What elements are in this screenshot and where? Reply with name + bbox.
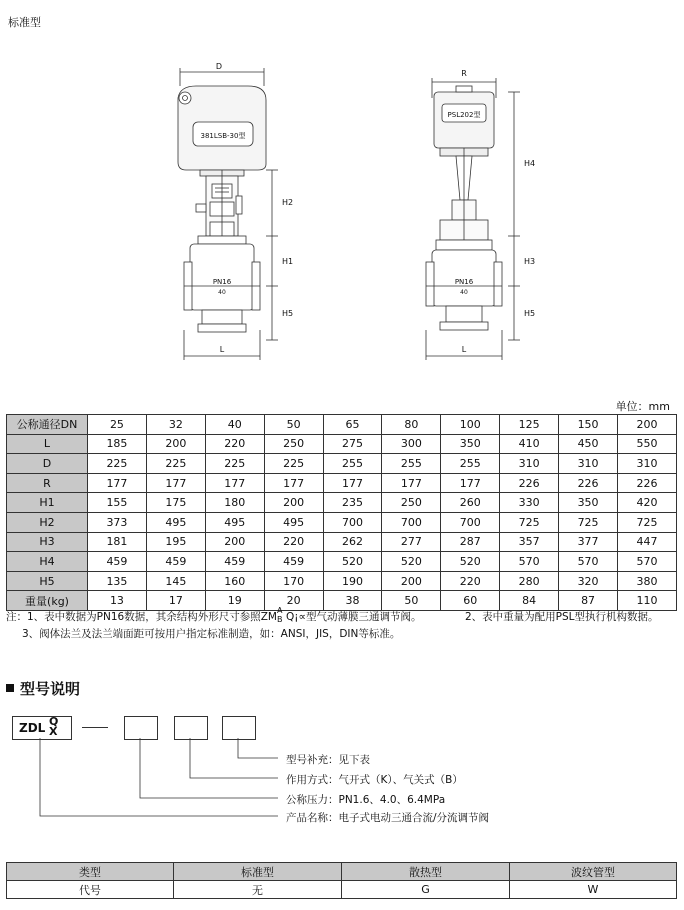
spec-cell: 235: [323, 493, 382, 513]
spec-row-label: H2: [7, 512, 88, 532]
spec-cell: 725: [618, 512, 677, 532]
spec-row: [7, 473, 677, 493]
model-item-supplement: 型号补充：见下表: [286, 754, 370, 766]
spec-cell: 459: [205, 552, 264, 572]
spec-cell: 450: [559, 434, 618, 454]
spec-cell: 177: [382, 473, 441, 493]
spec-row: [7, 493, 677, 513]
left-dim-h2: H2: [282, 198, 294, 207]
spec-cell: 520: [441, 552, 500, 572]
spec-cell: 190: [323, 571, 382, 591]
spec-cell: 570: [559, 552, 618, 572]
spec-cell: 200: [146, 434, 205, 454]
spec-cell: 181: [88, 532, 147, 552]
spec-cell: 725: [500, 512, 559, 532]
spec-row-label: H5: [7, 571, 88, 591]
spec-cell: 255: [441, 454, 500, 474]
spec-cell: 177: [205, 473, 264, 493]
spec-cell: 180: [205, 493, 264, 513]
spec-cell: 495: [146, 512, 205, 532]
spec-cell: 175: [146, 493, 205, 513]
spec-cell: 170: [264, 571, 323, 591]
spec-cell: 310: [559, 454, 618, 474]
spec-cell: 410: [500, 434, 559, 454]
spec-cell: 320: [559, 571, 618, 591]
spec-cell: 447: [618, 532, 677, 552]
spec-cell: 20: [264, 591, 323, 611]
spec-cell: 50: [382, 591, 441, 611]
spec-cell: 459: [264, 552, 323, 572]
spec-cell: 65: [323, 415, 382, 435]
right-dim-l: L: [461, 345, 467, 354]
left-valve-dn: 40: [218, 289, 226, 296]
spec-cell: 177: [146, 473, 205, 493]
model-item-pressure: 公称压力：PN1.6、4.0、6.4MPa: [286, 794, 446, 806]
spec-cell: 520: [323, 552, 382, 572]
spec-row-label: 重量(kg): [7, 591, 88, 611]
spec-cell: 260: [441, 493, 500, 513]
model-item-name: 产品名称：电子式电动三通合流/分流调节阀: [286, 812, 490, 824]
spec-cell: 32: [146, 415, 205, 435]
spec-cell: 280: [500, 571, 559, 591]
model-slot-pressure: [124, 716, 158, 740]
right-dim-r: R: [461, 69, 467, 78]
spec-cell: 550: [618, 434, 677, 454]
spec-row-label: H4: [7, 552, 88, 572]
spec-cell: 160: [205, 571, 264, 591]
spec-cell: 310: [618, 454, 677, 474]
spec-cell: 145: [146, 571, 205, 591]
right-valve-dn: 40: [460, 289, 468, 296]
spec-cell: 255: [323, 454, 382, 474]
right-dim-h4: H4: [524, 159, 536, 168]
right-dim-h5: H5: [524, 309, 536, 318]
types-table: [6, 862, 677, 899]
spec-cell: 60: [441, 591, 500, 611]
spec-cell: 177: [441, 473, 500, 493]
types-cell: 代号: [7, 881, 174, 899]
spec-cell: 226: [618, 473, 677, 493]
right-actuator-label: PSL202型: [447, 111, 481, 119]
spec-row-label: H1: [7, 493, 88, 513]
spec-row-label: L: [7, 434, 88, 454]
spec-cell: 250: [264, 434, 323, 454]
note-1: [6, 606, 421, 628]
spec-cell: 420: [618, 493, 677, 513]
spec-cell: 200: [264, 493, 323, 513]
model-code-top: Q: [49, 715, 59, 728]
spec-row-label: D: [7, 454, 88, 474]
spec-cell: 185: [88, 434, 147, 454]
spec-cell: 226: [500, 473, 559, 493]
spec-cell: 520: [382, 552, 441, 572]
spec-cell: 200: [382, 571, 441, 591]
spec-cell: 80: [382, 415, 441, 435]
spec-row-label: 公称通径DN: [7, 415, 88, 435]
left-valve-drawing: [178, 68, 278, 360]
spec-row: [7, 571, 677, 591]
spec-cell: 380: [618, 571, 677, 591]
spec-cell: 495: [205, 512, 264, 532]
spec-cell: 495: [264, 512, 323, 532]
spec-cell: 177: [323, 473, 382, 493]
spec-cell: 262: [323, 532, 382, 552]
spec-cell: 226: [559, 473, 618, 493]
spec-cell: 255: [382, 454, 441, 474]
left-dim-d: D: [215, 62, 223, 71]
spec-cell: 25: [88, 415, 147, 435]
right-valve-drawing: [426, 78, 520, 360]
spec-cell: 125: [500, 415, 559, 435]
spec-row: [7, 454, 677, 474]
model-code-bottom: X: [49, 725, 58, 738]
types-cell: W: [510, 881, 677, 899]
spec-cell: 225: [205, 454, 264, 474]
spec-cell: 570: [618, 552, 677, 572]
spec-cell: 459: [88, 552, 147, 572]
unit-label: 单位：mm: [615, 400, 670, 413]
spec-row: [7, 532, 677, 552]
left-dim-l: L: [219, 345, 225, 354]
model-item-action: 作用方式：气开式（K）、气关式（B）: [286, 774, 463, 786]
spec-cell: 110: [618, 591, 677, 611]
model-slot-action: [174, 716, 208, 740]
left-dim-h1: H1: [282, 257, 294, 266]
spec-cell: 177: [88, 473, 147, 493]
model-code-box: [12, 716, 72, 740]
spec-cell: 275: [323, 434, 382, 454]
spec-cell: 13: [88, 591, 147, 611]
spec-cell: 17: [146, 591, 205, 611]
spec-cell: 250: [382, 493, 441, 513]
spec-cell: 50: [264, 415, 323, 435]
spec-cell: 287: [441, 532, 500, 552]
spec-cell: 459: [146, 552, 205, 572]
model-section-title: [6, 678, 80, 699]
spec-cell: 700: [382, 512, 441, 532]
spec-cell: 19: [205, 591, 264, 611]
page-title: 标准型: [8, 16, 41, 29]
model-code-base: ZDL: [19, 721, 46, 735]
spec-cell: 150: [559, 415, 618, 435]
spec-cell: 155: [88, 493, 147, 513]
spec-cell: 38: [323, 591, 382, 611]
spec-cell: 330: [500, 493, 559, 513]
spec-cell: 100: [441, 415, 500, 435]
spec-cell: 570: [500, 552, 559, 572]
spec-cell: 700: [441, 512, 500, 532]
model-code-dash: [82, 727, 108, 728]
spec-row-label: H3: [7, 532, 88, 552]
spec-cell: 177: [264, 473, 323, 493]
types-cell: G: [342, 881, 510, 899]
right-dim-h3: H3: [524, 257, 536, 266]
types-cell: 无: [174, 881, 342, 899]
square-bullet-icon: [6, 684, 14, 692]
spec-row: [7, 415, 677, 435]
spec-row: [7, 552, 677, 572]
spec-cell: 300: [382, 434, 441, 454]
spec-cell: 700: [323, 512, 382, 532]
spec-cell: 135: [88, 571, 147, 591]
spec-cell: 220: [264, 532, 323, 552]
types-header-cell: 散热型: [342, 863, 510, 881]
note-1-tail: Q¡∝型气动薄膜三通调节阀。: [285, 611, 422, 623]
spec-cell: 84: [500, 591, 559, 611]
right-valve-pn: PN16: [454, 278, 474, 286]
spec-cell: 377: [559, 532, 618, 552]
spec-cell: 310: [500, 454, 559, 474]
spec-cell: 200: [618, 415, 677, 435]
spec-cell: 277: [382, 532, 441, 552]
spec-cell: 373: [88, 512, 147, 532]
types-header-cell: 波纹管型: [510, 863, 677, 881]
left-valve-pn: PN16: [212, 278, 232, 286]
types-header-row: [7, 863, 677, 881]
spec-row-label: R: [7, 473, 88, 493]
spec-cell: 195: [146, 532, 205, 552]
spec-row: [7, 434, 677, 454]
left-actuator-label: 381LSB-30型: [200, 132, 246, 140]
left-dim-h5: H5: [282, 309, 294, 318]
spec-cell: 350: [441, 434, 500, 454]
model-section-title-text: 型号说明: [20, 680, 81, 698]
note-1-text: 注：1、表中数据为PN16数据，其余结构外形尺寸参照ZM: [6, 611, 277, 623]
spec-cell: 350: [559, 493, 618, 513]
spec-cell: 225: [146, 454, 205, 474]
spec-cell: 357: [500, 532, 559, 552]
spec-cell: 87: [559, 591, 618, 611]
spec-cell: 225: [88, 454, 147, 474]
spec-cell: 40: [205, 415, 264, 435]
spec-row: [7, 512, 677, 532]
spec-cell: 225: [264, 454, 323, 474]
note-1-sub: B: [276, 615, 283, 624]
types-header-cell: 类型: [7, 863, 174, 881]
note-2: 2、表中重量为配用PSL型执行机构数据。: [465, 611, 659, 623]
types-header-cell: 标准型: [174, 863, 342, 881]
spec-table: [6, 414, 677, 611]
model-leader-lines: [0, 738, 300, 820]
note-1-sup: A: [276, 606, 283, 615]
spec-cell: 220: [205, 434, 264, 454]
spec-cell: 725: [559, 512, 618, 532]
model-slot-supplement: [222, 716, 256, 740]
note-3: 3、阀体法兰及法兰端面距可按用户指定标准制造，如：ANSI，JIS，DIN等标准。: [22, 628, 401, 640]
types-code-row: [7, 881, 677, 899]
spec-cell: 220: [441, 571, 500, 591]
spec-cell: 200: [205, 532, 264, 552]
valve-drawings: [0, 50, 684, 370]
